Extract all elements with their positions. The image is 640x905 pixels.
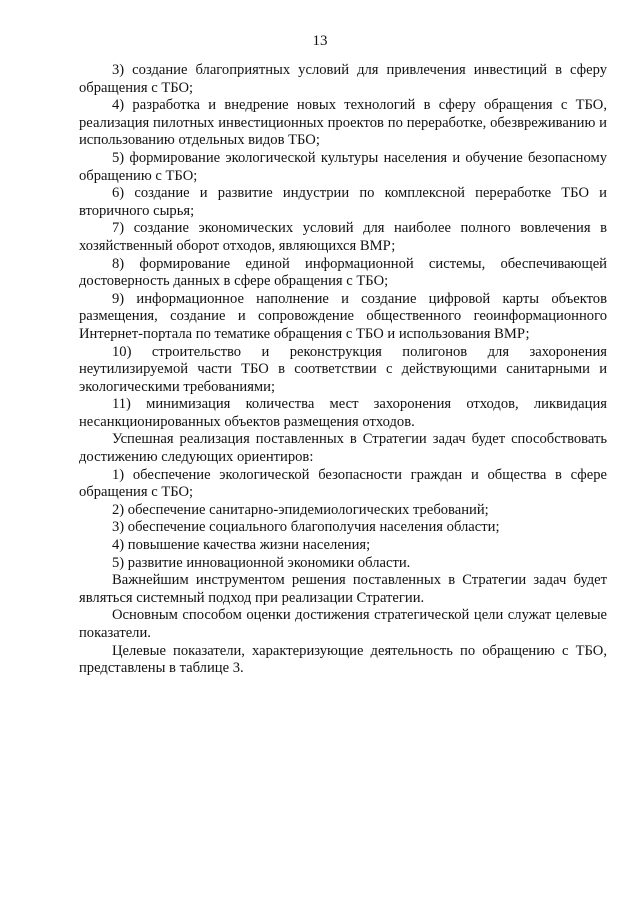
- paragraph-task-6: 6) создание и развитие индустрии по комплексной переработке ТБО и вторичного сырья;: [79, 185, 607, 219]
- page-number: 13: [312, 33, 328, 49]
- paragraph-task-10: 10) строительство и реконструкция полигонов для захоронения неутилизируемой части ТБО в соответствии с действующими санитарными и экологическими требованиями;: [79, 343, 607, 395]
- paragraph-goal-4: 4) повышение качества жизни населения;: [112, 537, 371, 554]
- body-text: [79, 62, 607, 678]
- paragraph-task-8: 8) формирование единой информационной системы, обеспечивающей достоверность данных в сфере обращения с ТБО;: [79, 255, 607, 290]
- paragraph-task-11: 11) минимизация количества мест захоронения отходов, ликвидация несанкционированных объектов размещения отходов.: [79, 396, 607, 430]
- paragraph-success-intro: Успешная реализация поставленных в Стратегии задач будет способствовать достижению следующих ориентиров:: [79, 431, 607, 466]
- paragraph-task-3: 3) создание благоприятных условий для привлечения инвестиций в сферу обращения с ТБО;: [79, 62, 607, 96]
- paragraph-evaluation-method: Основным способом оценки достижения стратегической цели служат целевые показатели.: [79, 607, 607, 641]
- paragraph-task-5: 5) формирование экологической культуры населения и обучение безопасному обращению с ТБО;: [79, 149, 607, 184]
- paragraph-goal-2: 2) обеспечение санитарно-эпидемиологических требований;: [112, 501, 489, 518]
- paragraph-goal-1: 1) обеспечение экологической безопасности граждан и общества в сфере обращения с ТБО;: [79, 466, 607, 501]
- paragraph-task-9: 9) информационное наполнение и создание цифровой карты объектов размещения, создание и сопровождение общественного геоинформационного Интернет-портала по тематике обращения с ТБО и использования ВМР;: [79, 290, 607, 342]
- paragraph-key-instrument: Важнейшим инструментом решения поставленных в Стратегии задач будет являться системный подход при реализации Стратегии.: [79, 572, 607, 606]
- paragraph-task-7: 7) создание экономических условий для наиболее полного вовлечения в хозяйственный оборот отходов, являющихся ВМР;: [79, 220, 607, 254]
- paragraph-task-4: 4) разработка и внедрение новых технологий в сферу обращения с ТБО, реализация пилотных инвестиционных проектов по переработке, обезвреживанию и использованию отдельных видов ТБО;: [79, 97, 607, 149]
- paragraph-target-indicators: Целевые показатели, характеризующие деятельность по обращению с ТБО, представлены в таблице 3.: [79, 642, 607, 677]
- paragraph-goal-5: 5) развитие инновационной экономики области.: [112, 554, 411, 571]
- paragraph-goal-3: 3) обеспечение социального благополучия населения области;: [112, 519, 500, 536]
